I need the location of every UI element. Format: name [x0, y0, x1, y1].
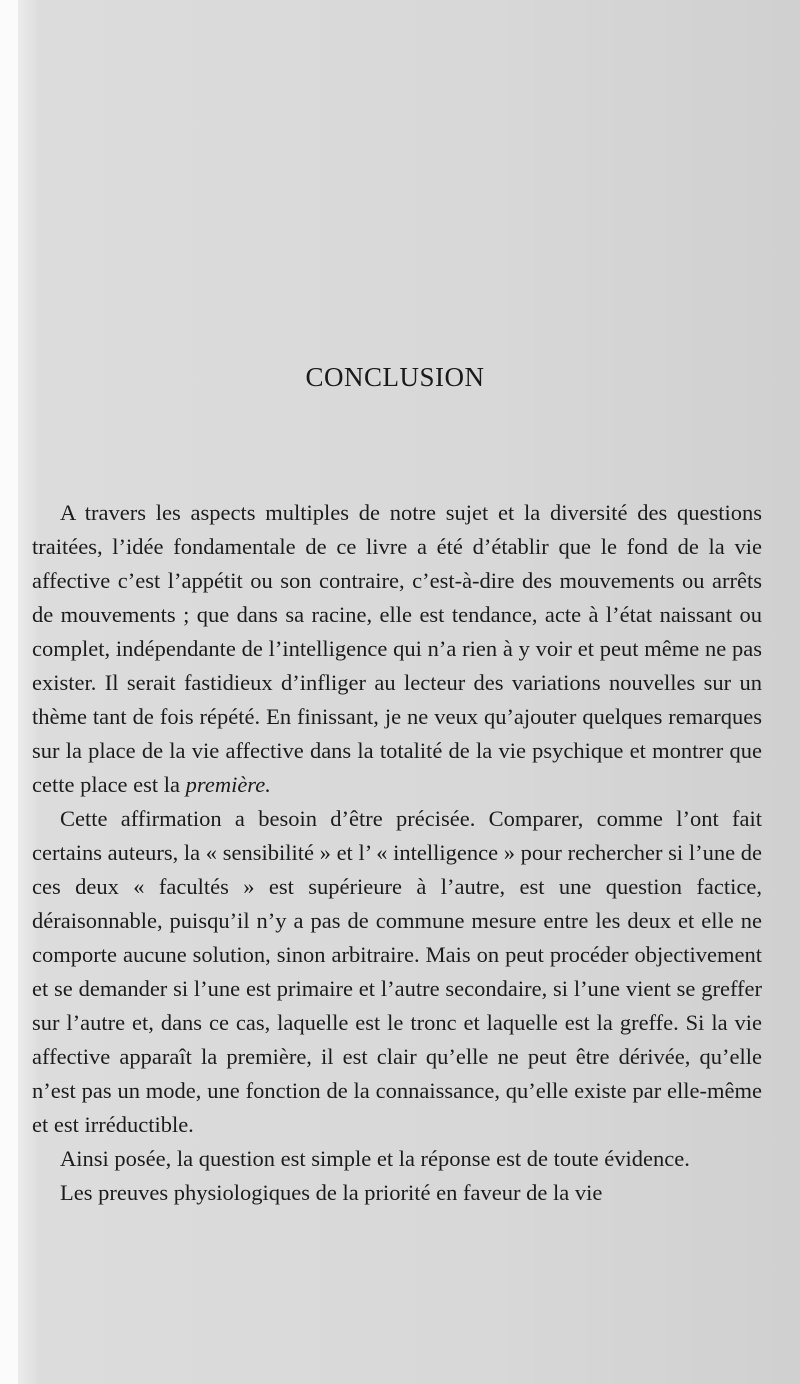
- body-text: [32, 496, 762, 1210]
- paragraph-1: [32, 496, 762, 802]
- paragraph-1-emphasis: première.: [185, 772, 271, 797]
- paragraph-3: Ainsi posée, la question est simple et la réponse est de toute évidence.: [60, 1146, 690, 1171]
- paragraph-2: Cette affirmation a besoin d’être précisée. Comparer, comme l’ont fait certains auteurs, la « sensibilité » et l’ « intelligence » pour rechercher si l’une de ces deux « facultés » est supérieure à l’autre, est une question factice, déraisonnable, puisqu’il n’y a pas de commune mesure entre les deux et elle ne comporte aucune solution, sinon arbitraire. Mais on peut procéder objectivement et se demander si l’une est primaire et l’autre secondaire, si l’une vient se greffer sur l’autre et, dans ce cas, laquelle est le tronc et laquelle est la greffe. Si la vie affective apparaît la première, il est clair qu’elle ne peut être dérivée, qu’elle n’est pas un mode, une fonction de la connaissance, qu’elle existe par elle-même et est irréductible.: [32, 806, 762, 1137]
- paragraph-1-text: A travers les aspects multiples de notre sujet et la diversité des questions traitées, l’idée fondamentale de ce livre a été d’établir que le fond de la vie affective c’est l’appétit ou son contraire, c’est-à-dire des mouvements ou arrêts de mouvements ; que dans sa racine, elle est tendance, acte à l’état naissant ou complet, indépendante de l’intelligence qui n’a rien à y voir et peut même ne pas exister. Il serait fastidieux d’infliger au lecteur des variations nouvelles sur un thème tant de fois répété. En finissant, je ne veux qu’ajouter quelques remarques sur la place de la vie affective dans la totalité de la vie psychique et montrer que cette place est la: [32, 500, 762, 797]
- paragraph-4: Les preuves physiologiques de la priorité en faveur de la vie: [60, 1180, 603, 1205]
- chapter-title: CONCLUSION: [305, 362, 485, 392]
- page-margin: [0, 0, 18, 1384]
- show-through-texture: [40, 30, 780, 370]
